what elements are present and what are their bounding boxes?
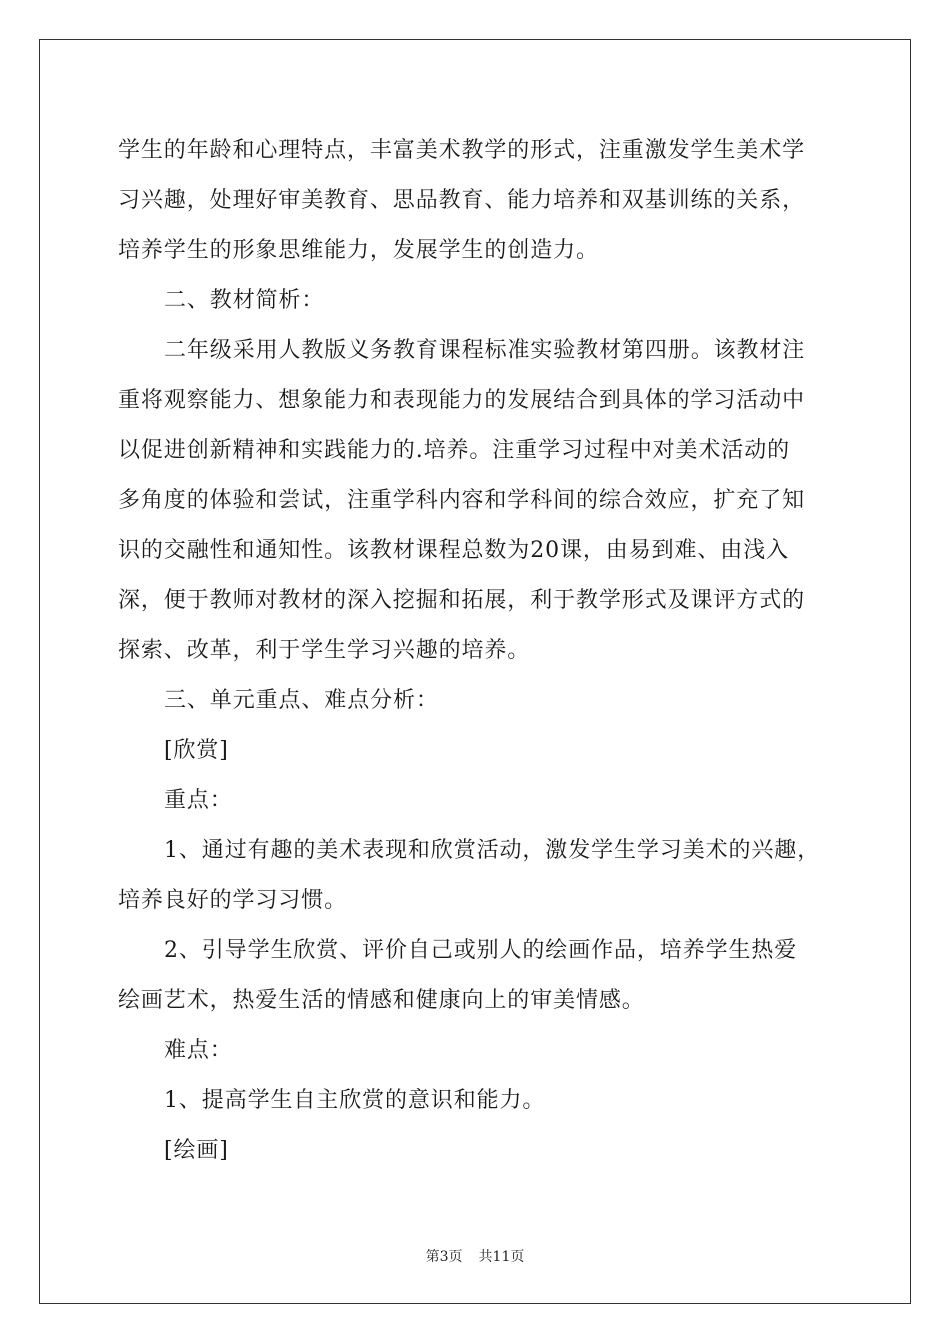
text-line-17: 2、引导学生欣赏、评价自己或别人的绘画作品，培养学生热爱	[164, 938, 798, 963]
document-body	[118, 126, 834, 1176]
text-line-6: 重将观察能力、想象能力和表现能力的发展结合到具体的学习活动中	[118, 388, 806, 413]
text-line-3: 培养学生的形象思维能力，发展学生的创造力。	[118, 238, 599, 263]
subsection-painting: [绘画]	[164, 1138, 229, 1163]
text-line-20: 1、提高学生自主欣赏的意识和能力。	[164, 1088, 546, 1113]
text-line-16: 培养良好的学习习惯。	[118, 888, 348, 913]
text-line-15: 1、通过有趣的美术表现和欣赏活动，激发学生学习美术的兴趣，	[164, 838, 821, 863]
section-heading-materials: 二、教材简析：	[164, 288, 325, 313]
text-line-5: 二年级采用人教版义务教育课程标准实验教材第四册。该教材注	[164, 338, 806, 363]
text-line-18: 绘画艺术，热爱生活的情感和健康向上的审美情感。	[118, 988, 645, 1013]
text-line-7: 以促进创新精神和实践能力的.培养。注重学习过程中对美术活动的	[118, 438, 790, 463]
page-footer	[0, 1246, 950, 1266]
text-line-9: 识的交融性和通知性。该教材课程总数为20课，由易到难、由浅入	[118, 538, 789, 563]
text-line-10: 深，便于教师对教材的深入挖掘和拓展，利于教学形式及课评方式的	[118, 588, 806, 613]
text-line-1: 学生的年龄和心理特点，丰富美术教学的形式，注重激发学生美术学	[118, 138, 806, 163]
text-line-2: 习兴趣，处理好审美教育、思品教育、能力培养和双基训练的关系，	[118, 188, 806, 213]
section-heading-units: 三、单元重点、难点分析：	[164, 688, 439, 713]
page-number: 第3页	[425, 1249, 463, 1265]
text-line-8: 多角度的体验和尝试，注重学科内容和学科间的综合效应，扩充了知	[118, 488, 806, 513]
difficulties-label: 难点：	[164, 1038, 233, 1063]
page-total: 共11页	[478, 1249, 525, 1265]
key-points-label: 重点：	[164, 788, 233, 813]
text-line-11: 探索、改革，利于学生学习兴趣的培养。	[118, 638, 531, 663]
subsection-appreciation: [欣赏]	[164, 738, 229, 763]
